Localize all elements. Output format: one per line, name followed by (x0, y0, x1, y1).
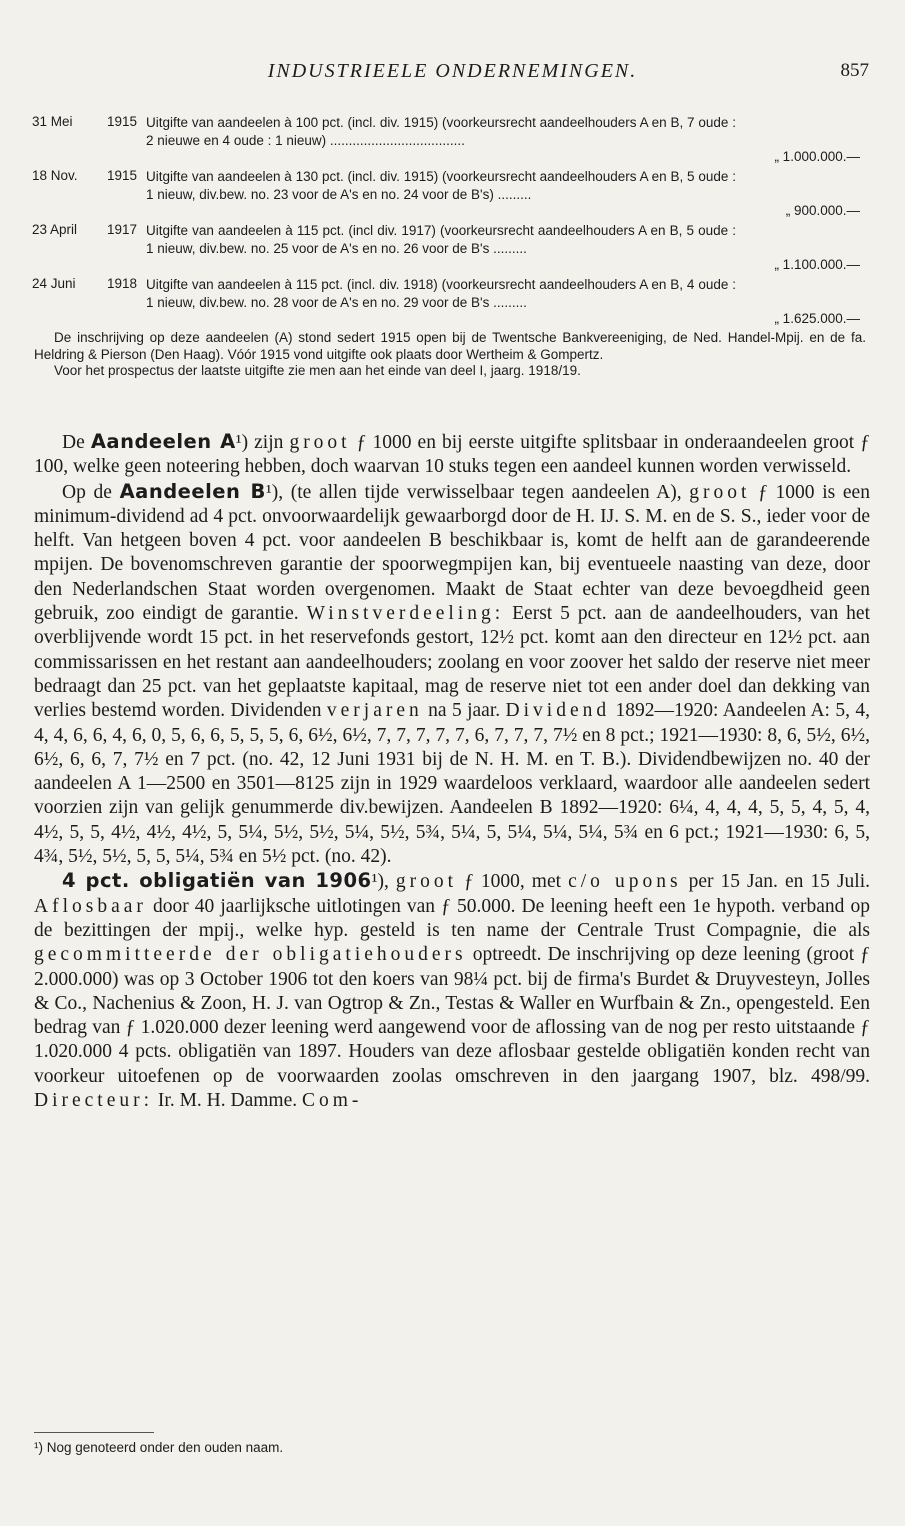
paragraph-obligaties (34, 869, 870, 1113)
spaced-term: c/o upons (568, 871, 682, 893)
issue-date: 18 Nov. (32, 168, 78, 183)
share-issue-row (32, 276, 870, 330)
issue-amount: „ 1.000.000.— (774, 149, 860, 164)
issue-amount: „ 1.625.000.— (774, 311, 860, 326)
issue-description: Uitgifte van aandeelen à 130 pct. (incl. div. 1915) (voorkeursrecht aandeelhouders A en B, 5 oude : 1 nieuw, div.bew. no. 23 voor de A's en no. 24 voor de B's) ......... (146, 169, 736, 202)
issue-amount: „ 1.100.000.— (774, 257, 860, 272)
spaced-term: groot (395, 871, 458, 893)
text-run: ƒ 1000 en bij eerste uitgifte splitsbaar in onderaandeelen groot ƒ 100, welke geen noteering hebben, doch waarvan 10 stuks tegen een aandeel kunnen worden verwisseld. (34, 432, 870, 478)
share-issue-row (32, 114, 870, 168)
spaced-term: Aflosbaar (34, 895, 147, 917)
text-run: Ir. M. H. Damme. (153, 1090, 302, 1112)
issue-year: 1918 (107, 276, 138, 291)
page-header (0, 60, 905, 90)
issue-date: 24 Juni (32, 276, 76, 291)
text-run: De (62, 432, 91, 453)
text-run: door 40 jaarlijksche uitlotingen van ƒ 50.000. De leening heeft een 1e hypoth. verband op de bezittingen der mpij., welke hyp. gesteld is ten name der Centrale Trust Compagnie, die als (34, 895, 870, 941)
text-run: ¹), (371, 871, 396, 893)
text-run: ƒ 1000 is een minimum-dividend ad 4 pct. onvoorwaardelijk gewaarborgd door de H. IJ. S. M. en de S. S., ieder voor de helft. Van hetgeen boven 4 pct. voor aandeelen B beschikbaar is, komt de helft aan de garandeerende mpijen. De bovenomschreven garantie der spoorwegmpijen kan, bij eventueele naasting van deze, door den Nederlandschen Staat worden overgenomen. Maakt de Staat echter van deze bevoegdheid geen gebruik, zoo eindigt de garantie. (34, 481, 870, 625)
heading-aandeelen-b: Aandeelen B (119, 479, 266, 503)
text-run: per 15 Jan. en 15 Juli. (681, 871, 870, 893)
paragraph-aandeelen-a (34, 430, 870, 480)
share-issue-row (32, 222, 870, 276)
subscription-note: De inschrijving op deze aandeelen (A) stond sedert 1915 open bij de Twentsche Bankvereeniging, de Ned. Handel-Mpij. en de fa. Heldring & Pierson (Den Haag). Vóór 1915 vond uitgifte ook plaats door Wertheim & Gompertz. (34, 330, 866, 362)
text-run: na 5 jaar. (422, 700, 506, 722)
issue-date: 31 Mei (32, 114, 73, 129)
issue-description: Uitgifte van aandeelen à 115 pct. (incl div. 1917) (voorkeursrecht aandeelhouders A en B, 5 oude : 1 nieuw, div.bew. no. 25 voor de A's en no. 26 voor de B's ......... (146, 223, 736, 256)
issue-description: Uitgifte van aandeelen à 100 pct. (incl. div. 1915) (voorkeursrecht aandeelhouders A en B, 7 oude : 2 nieuwe en 4 oude : 1 nieuw) .................................... (146, 115, 736, 148)
subscription-notes (34, 330, 866, 380)
spaced-term: Com- (301, 1090, 363, 1112)
issue-date: 23 April (32, 222, 78, 237)
prospectus-note: Voor het prospectus der laatste uitgifte zie men aan het einde van deel I, jaarg. 1918/19. (54, 363, 581, 378)
spaced-term: Directeur: (34, 1090, 154, 1112)
text-run: ¹), (te allen tijde verwisselbaar tegen aandeelen A), (265, 481, 690, 503)
spaced-term: gecommitteerde der obligatiehouders (34, 944, 467, 966)
issue-year: 1915 (107, 114, 138, 129)
issue-amount: „ 900.000.— (785, 203, 860, 218)
running-head: INDUSTRIEELE ONDERNEMINGEN. (267, 60, 638, 82)
issue-year: 1915 (107, 168, 138, 183)
page-number: 857 (840, 60, 869, 81)
issue-year: 1917 (107, 222, 138, 237)
heading-obligaties: 4 pct. obligatiën van 1906 (62, 869, 372, 893)
spaced-term: verjaren (326, 700, 423, 722)
spaced-term: Dividend (505, 700, 611, 722)
text-run: Eerst 5 pct. aan de aandeelhouders, van het overblijvende wordt 15 pct. in het reservefonds gestort, 12½ pct. komt aan den directeur en 12½ pct. aan commissarissen en het restant aan aandeelhouders; zoolang en voor zoover het saldo der reserve niet meer bedraagt dan 25 pct. van het geplaatste kapitaal, mag de reserve niet tot een ander doel dan dekking van verlies bestemd worden. Dividenden (34, 603, 870, 722)
footnote: ¹) Nog genoteerd onder den ouden naam. (34, 1440, 284, 1455)
spaced-term: groot (689, 481, 751, 503)
text-run: ¹) zijn (235, 432, 290, 453)
share-issue-row (32, 168, 870, 222)
heading-aandeelen-a: Aandeelen A (90, 430, 236, 453)
text-run: 1892—1920: Aandeelen A: 5, 4, 4, 4, 6, 6, 4, 6, 0, 5, 6, 6, 5, 5, 5, 6, 6½, 6½, 7, 7, 7, 7, 7, 6, 7, 7, 7, 7½ en 8 pct.; 1921—1930: 8, 6, 5½, 6½, 6½, 6, 6, 7, 7½ en 7 pct. (no. 42, 12 Juni 1931 bij de N. H. M. en T. B.). Dividendbewijzen no. 40 der aandeelen A 1—2500 en 3501—8125 zijn in 1929 waardeloos verklaard, waardoor alle aandeelen sedert voorzien zijn van gelijk genummerde div.bewijzen. Aandeelen B 1892—1920: 6¼, 4, 4, 4, 5, 5, 4, 5, 4, 4½, 5, 5, 4½, 4½, 4½, 5, 5¼, 5½, 5½, 5¼, 5½, 5¾, 5¼, 5, 5¼, 5¼, 5¼, 5¾ en 6 pct.; 1921—1930: 6, 5, 4¾, 5½, 5½, 5, 5, 5¼, 5¾ en 5½ pct. (no. 42). (34, 700, 871, 868)
text-run: optreedt. De inschrijving op deze leening (groot ƒ 2.000.000) was op 3 October 1906 tot den koers van 98¼ pct. bij de firma's Burdet & Druyvesteyn, Jolles & Co., Nachenius & Zoon, H. J. van Ogtrop & Zn., Testas & Waller en Wurfbain & Zn., opengesteld. Een bedrag van ƒ 1.020.000 dezer leening werd aangewend voor de aflossing van de nog per resto uitstaande ƒ 1.020.000 4 pcts. obligatiën van 1897. Houders van deze aflosbaar gestelde obligatiën konden recht van voorkeur uitoefenen op de voorwaarden zoolas omschreven in den jaargang 1907, blz. 498/99. (34, 944, 870, 1087)
share-issue-list (32, 114, 870, 330)
main-text (34, 430, 870, 1113)
spaced-term: Winstverdeeling: (306, 603, 505, 625)
text-run: ƒ 1000, met (457, 871, 569, 893)
paragraph-aandeelen-b (34, 480, 870, 870)
text-run: Op de (62, 481, 120, 503)
issue-description: Uitgifte van aandeelen à 115 pct. (incl. div. 1918) (voorkeursrecht aandeelhouders A en B, 4 oude : 1 nieuw, div.bew. no. 28 voor de A's en no. 29 voor de B's ......... (146, 277, 736, 310)
spaced-term: groot (289, 432, 351, 453)
footnote-rule (34, 1432, 154, 1433)
